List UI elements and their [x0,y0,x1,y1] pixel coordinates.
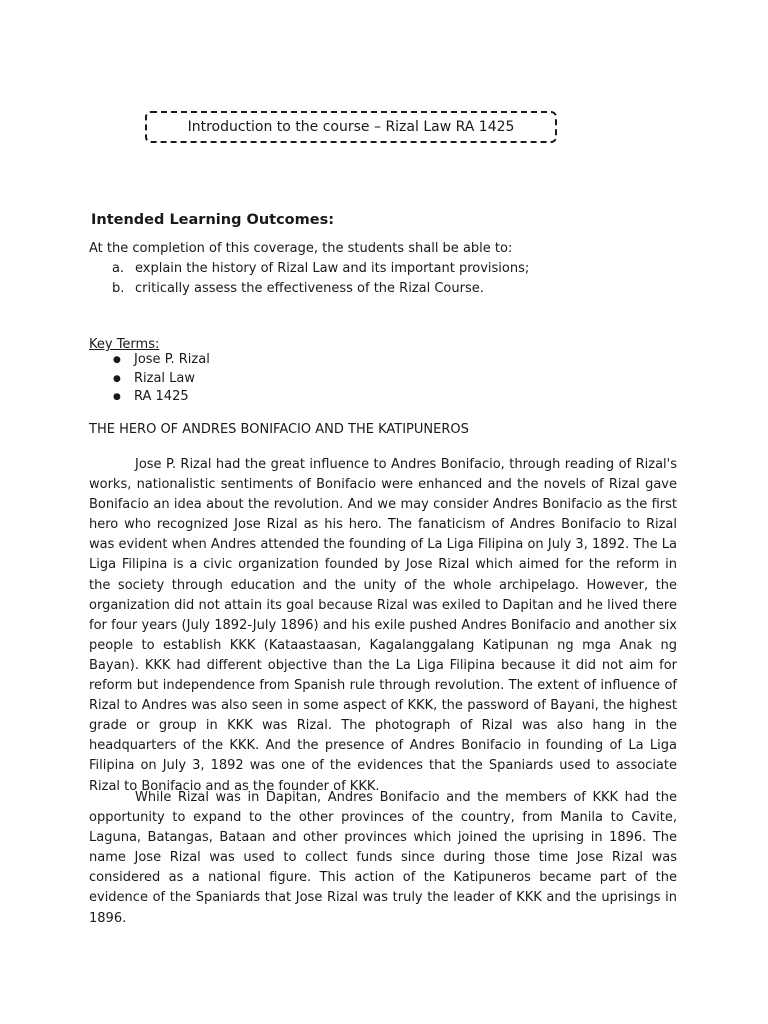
ilo-item-text: explain the history of Rizal Law and its important provisions; [135,261,530,276]
ilo-item-marker: a. [112,261,125,276]
key-term-text: Rizal Law [134,370,196,386]
section-heading: THE HERO OF ANDRES BONIFACIO AND THE KATIPUNEROS [89,422,469,437]
key-term-item [113,351,210,370]
ilo-item [112,279,529,299]
key-term-text: Jose P. Rizal [134,352,210,367]
ilo-item-text: critically assess the effectiveness of the Rizal Course. [135,281,484,296]
ilo-heading: Intended Learning Outcomes: [91,212,335,228]
course-title: Introduction to the course – Rizal Law RA 1425 [187,119,515,135]
course-title-box [145,111,557,143]
bullet-icon: ● [113,392,121,402]
ilo-item [112,259,529,279]
key-term-text: RA 1425 [134,389,189,404]
body-paragraph: Jose P. Rizal had the great influence to Andres Bonifacio, through reading of Rizal's works, nationalistic sentiments of Bonifacio were enhanced and the novels of Rizal gave Bonifacio an idea about the revolution. And we may consider Andres Bonifacio as the first hero who recognized Jose Rizal as his hero. The fanaticism of Andres Bonifacio to Rizal was evident when Andres attended the founding of La Liga Filipina on July 3, 1892. The La Liga Filipina is a civic organization founded by Jose Rizal which aimed for the reform in the society through education and the unity of the whole archipelago. However, the organization did not attain its goal because Rizal was exiled to Dapitan and he lived there for four years (July 1892-July 1896) and his exile pushed Andres Bonifacio and another six people to establish KKK (Kataastaasan, Kagalanggalang Katipunan ng mga Anak ng Bayan). KKK had different objective than the La Liga Filipina because it did not aim for reform but independence from Spanish rule through revolution. The extent of influence of Rizal to Andres was also seen in some aspect of KKK, the password of Bayani, the highest grade or group in KKK was Rizal. The photograph of Rizal was also hang in the headquarters of the KKK. And the presence of Andres Bonifacio in founding of La Liga Filipina on July 3, 1892 was one of the evidences that the Spaniards used to associate Rizal to Bonifacio and as the founder of KKK. [89,457,677,794]
bullet-icon: ● [113,373,121,384]
ilo-intro: At the completion of this coverage, the students shall be able to: [89,241,513,256]
ilo-item-marker: b. [112,281,125,296]
key-terms-heading: Key Terms: [89,337,160,352]
key-term-item [113,370,210,389]
body-paragraph: While Rizal was in Dapitan, Andres Bonifacio and the members of KKK had the opportunity to expand to the other provinces of the country, from Manila to Cavite, Laguna, Batangas, Bataan and other provinces which joined the uprising in 1896. The name Jose Rizal was used to collect funds since during those time Jose Rizal was considered as a national figure. This action of the Katipuneros became part of the evidence of the Spaniards that Jose Rizal was truly the leader of KKK and the uprisings in 1896. [89,790,677,926]
key-terms-list [113,351,210,407]
bullet-icon: ● [113,355,121,365]
ilo-list [112,259,529,299]
key-term-item [113,388,210,407]
